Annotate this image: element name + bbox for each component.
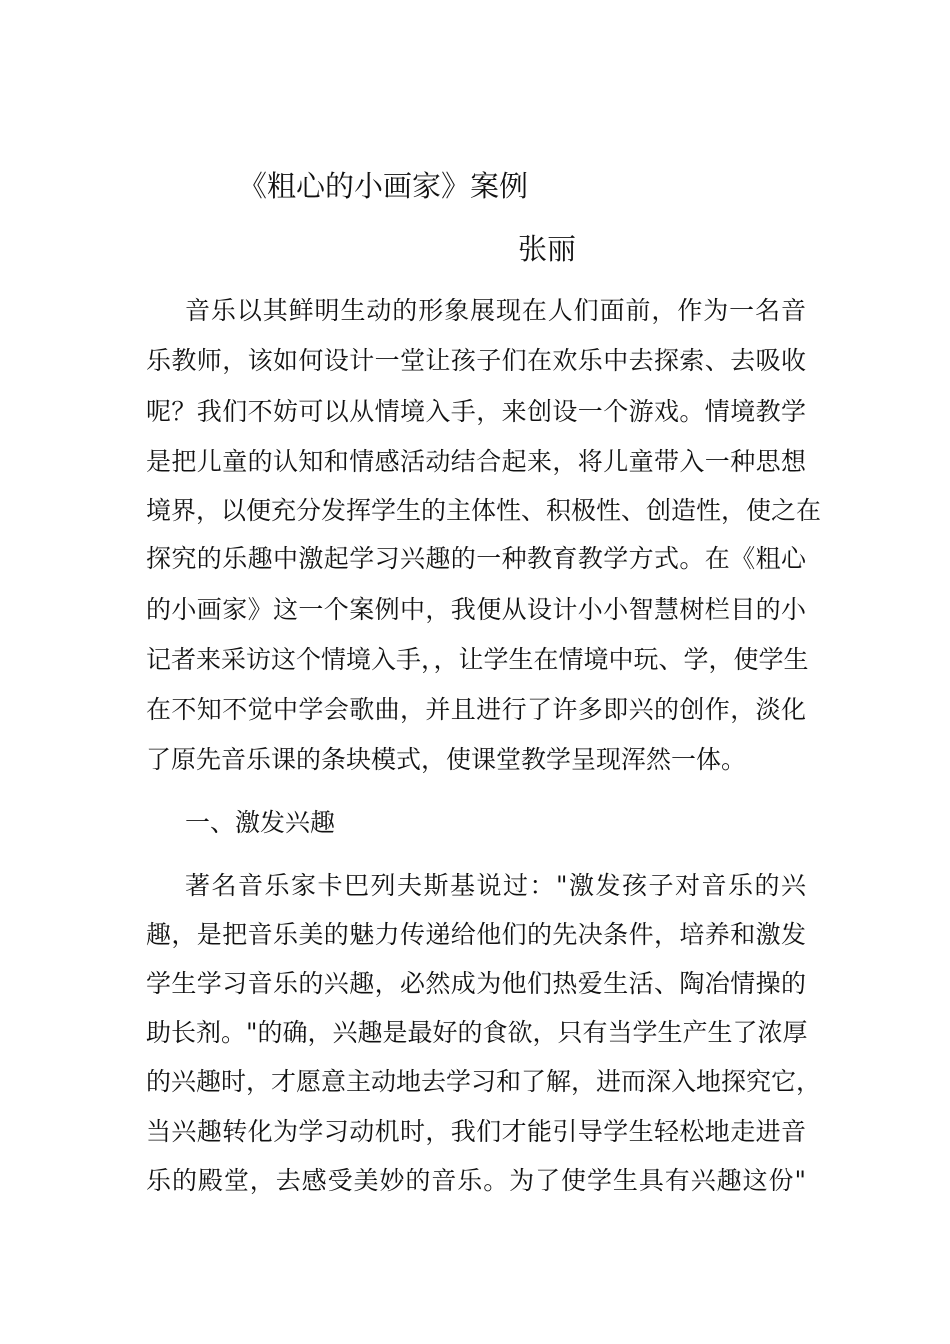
text-line: 学生学习音乐的兴趣，必然成为他们热爱生活、陶冶情操的 (146, 969, 806, 998)
text-line: 乐教师，该如何设计一堂让孩子们在欢乐中去探索、去吸收 (146, 346, 806, 375)
text-line: 在不知不觉中学会歌曲，并且进行了许多即兴的创作，淡化 (146, 695, 806, 724)
text-line: 的小画家》这一个案例中，我便从设计小小智慧树栏目的小 (146, 595, 806, 624)
text-line: 记者来采访这个情境入手，，让学生在情境中玩、学，使学生 (146, 645, 809, 674)
text-line: 呢？我们不妨可以从情境入手，来创设一个游戏。情境教学 (146, 397, 806, 426)
text-line: 的兴趣时，才愿意主动地去学习和了解，进而深入地探究它， (146, 1067, 822, 1096)
text-line: 境界，以便充分发挥学生的主体性、积极性、创造性，使之在 (146, 496, 822, 525)
text-line: 乐的殿堂，去感受美妙的音乐。为了使学生具有兴趣这份" (146, 1166, 806, 1195)
section-heading: 一、激发兴趣 (185, 808, 336, 837)
text-line: 趣，是把音乐美的魅力传递给他们的先决条件，培养和激发 (146, 920, 806, 949)
author-name: 张丽 (518, 232, 577, 266)
text-line: 音乐以其鲜明生动的形象展现在人们面前，作为一名音 (185, 296, 806, 325)
text-line: 是把儿童的认知和情感活动结合起来，将儿童带入一种思想 (146, 447, 806, 476)
text-line: 探究的乐趣中激起学习兴趣的一种教育教学方式。在《粗心 (146, 544, 806, 573)
text-line: 著名音乐家卡巴列夫斯基说过："激发孩子对音乐的兴 (185, 871, 806, 900)
text-line: 了原先音乐课的条块模式，使课堂教学呈现浑然一体。 (146, 745, 747, 774)
document-title: 《粗心的小画家》案例 (238, 169, 529, 203)
text-line: 当兴趣转化为学习动机时，我们才能引导学生轻松地走进音 (146, 1117, 806, 1146)
text-line: 助长剂。"的确，兴趣是最好的食欲，只有当学生产生了浓厚 (146, 1018, 808, 1047)
